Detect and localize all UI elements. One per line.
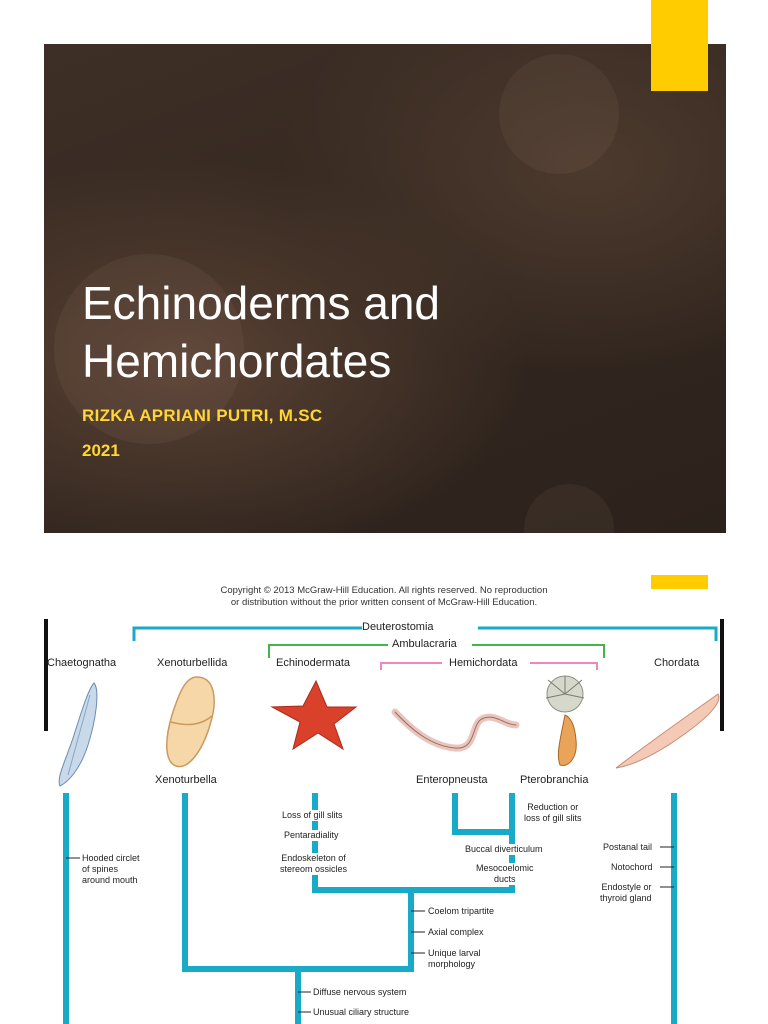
trait-mesocoelomic-ducts [476,863,534,885]
trait-line: thyroid gland [600,893,652,903]
acorn-worm-illustration [395,712,516,748]
trait-line: Mesocoelomic [476,863,534,873]
clade-label-ambulacraria: Ambulacraria [392,638,457,650]
starfish-illustration [272,681,356,749]
copyright-line: or distribution without the prior written consent of McGraw-Hill Education. [230,597,538,608]
title-line-1: Echinoderms and [82,277,440,329]
lancelet-illustration [616,694,719,768]
chaetognath-illustration [59,683,97,786]
taxon-label-pterobranchia: Pterobranchia [520,774,589,786]
taxon-label-chordata: Chordata [654,657,700,669]
trait-line: Hooded circlet [82,853,140,863]
trait-line: around mouth [82,875,138,885]
trait-axial-complex: Axial complex [428,927,484,937]
trait-line: Unique larval [428,948,481,958]
trait-notochord: Notochord [611,862,653,872]
trait-endostyle [600,882,652,904]
trait-buccal-diverticulum: Buccal diverticulum [465,844,543,854]
taxon-label-xenoturbella: Xenoturbella [155,774,217,786]
trait-coelom-tripartite: Coelom tripartite [428,906,495,916]
trait-line: Reduction or [527,802,579,812]
taxon-label-enteropneusta: Enteropneusta [416,774,488,786]
clade-label-hemichordata: Hemichordata [449,657,518,669]
trait-line: loss of gill slits [524,813,582,823]
xenoturbella-illustration [167,677,214,767]
year: 2021 [82,441,120,460]
trait-hooded-circlet [82,853,140,886]
trait-line: Endoskeleton of [281,853,346,863]
taxon-label-xenoturbellida: Xenoturbellida [157,657,228,669]
trait-line: Endostyle or [601,882,652,892]
trait-diffuse-nervous-system: Diffuse nervous system [313,987,407,997]
trait-line: ducts [494,874,516,884]
trait-postanal-tail: Postanal tail [603,842,653,852]
taxon-label-chaetognatha: Chaetognatha [47,657,117,669]
taxon-label-echinodermata: Echinodermata [276,657,350,669]
trait-pentaradiality: Pentaradiality [284,830,339,840]
trait-loss-gill-slits: Loss of gill slits [282,810,343,820]
trait-unique-larval-morphology [428,948,481,970]
trait-line: of spines [82,864,119,874]
clade-label-deuterostomia: Deuterostomia [362,621,434,633]
trait-line: stereom ossicles [280,864,348,874]
trait-unusual-ciliary-structure: Unusual ciliary structure [313,1007,410,1017]
trait-line: morphology [428,959,476,969]
pterobranch-illustration [546,676,584,766]
trait-reduction-gill-slits [524,802,582,824]
author-name: RIZKA APRIANI PUTRI, M.SC [82,406,323,425]
title-line-2: Hemichordates [82,335,392,387]
copyright-line: Copyright © 2013 McGraw-Hill Education. All rights reserved. No reproduction [220,585,548,596]
trait-endoskeleton [280,853,347,875]
